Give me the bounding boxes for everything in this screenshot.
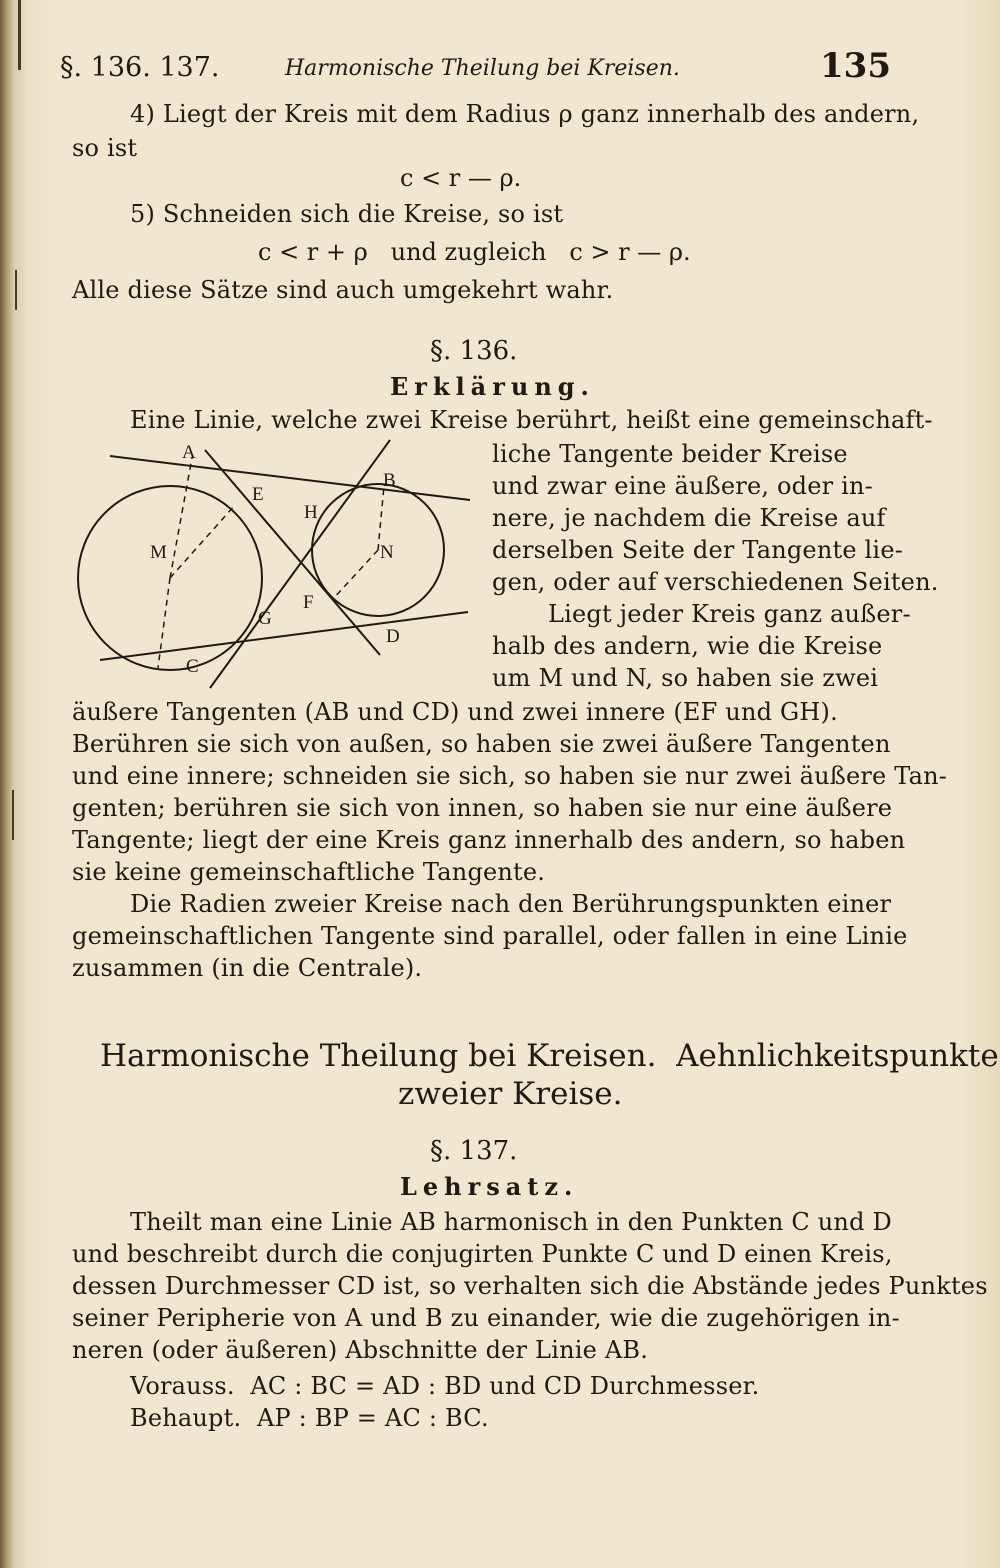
text-line: halb des andern, wie die Kreise [492,632,883,660]
radius-mc [158,578,170,668]
tangent-figure [70,430,480,700]
text-line: derselben Seite der Tangente lie- [492,536,904,564]
text-line: 4) Liegt der Kreis mit dem Radius ρ ganz innerhalb des andern, [130,100,920,128]
text-line: und zwar eine äußere, oder in- [492,472,873,500]
text-line: und eine innere; schneiden sie sich, so haben sie nur zwei äußere Tan- [72,762,948,790]
radius-ma [170,458,192,578]
text-line: um M und N, so haben sie zwei [492,664,879,692]
label-a: A [182,442,196,463]
formula: c < r — ρ. [400,164,522,192]
running-title: Harmonische Theilung bei Kreisen. [285,56,680,81]
label-c: C [186,656,199,677]
binding-mark [12,790,14,840]
text-line: zusammen (in die Centrale). [72,954,423,982]
tangent-ab [110,456,470,500]
formula: c < r + ρ und zugleich c > r — ρ. [258,238,691,266]
label-g: G [258,608,272,629]
text-line: Die Radien zweier Kreise nach den Berührungspunkten einer [130,890,892,918]
label-h: H [304,502,318,523]
label-e: E [252,484,264,505]
text-line: dessen Durchmesser CD ist, so verhalten sich die Abstände jedes Punktes [72,1272,988,1300]
section-number: §. 136. [430,336,518,366]
text-line: Eine Linie, welche zwei Kreise berührt, heißt eine gemeinschaft- [130,406,933,434]
binding-mark [15,270,17,310]
text-line: nere, je nachdem die Kreise auf [492,504,886,532]
text-line: Behaupt. AP : BP = AC : BC. [130,1404,489,1432]
text-line: gen, oder auf verschiedenen Seiten. [492,568,939,596]
text-line: Liegt jeder Kreis ganz außer- [548,600,911,628]
text-line: liche Tangente beider Kreise [492,440,848,468]
tangent-ef [205,450,380,655]
label-b: B [383,470,396,491]
binding-edge [0,0,28,1568]
text-line: Alle diese Sätze sind auch umgekehrt wahr. [72,276,614,304]
text-line: 5) Schneiden sich die Kreise, so ist [130,200,564,228]
section-heading: Lehrsatz. [400,1172,579,1201]
section-heading: Erklärung. [390,372,595,401]
radius-nb [378,486,384,550]
section-number: §. 137. [430,1136,518,1166]
chapter-title-line1: Harmonische Theilung bei Kreisen. Aehnlichkeitspunkte [100,1038,999,1074]
label-d: D [386,626,400,647]
tangent-gh [210,440,390,688]
text-line: neren (oder äußeren) Abschnitte der Linie AB. [72,1336,649,1364]
tangent-cd [100,612,468,660]
label-m: M [150,542,167,563]
header-section-ref: §. 136. 137. [60,52,220,83]
chapter-title-line2: zweier Kreise. [398,1076,623,1112]
text-line: so ist [72,134,138,162]
label-f: F [303,592,314,613]
text-line: gemeinschaftlichen Tangente sind parallel, oder fallen in eine Linie [72,922,908,950]
page-number: 135 [820,46,891,86]
text-line: seiner Peripherie von A und B zu einander, wie die zugehörigen in- [72,1304,900,1332]
radius-me [170,505,235,578]
label-n: N [380,542,394,563]
text-line: Tangente; liegt der eine Kreis ganz innerhalb des andern, so haben [72,826,906,854]
text-line: Vorauss. AC : BC = AD : BD und CD Durchmesser. [130,1372,760,1400]
text-line: Berühren sie sich von außen, so haben sie zwei äußere Tangenten [72,730,891,758]
text-line: sie keine gemeinschaftliche Tangente. [72,858,546,886]
text-line: genten; berühren sie sich von innen, so haben sie nur eine äußere [72,794,893,822]
text-line: Theilt man eine Linie AB harmonisch in den Punkten C und D [130,1208,892,1236]
binding-mark [18,0,21,70]
radius-nf [332,550,378,600]
text-line: äußere Tangenten (AB und CD) und zwei innere (EF und GH). [72,698,838,726]
text-line: und beschreibt durch die conjugirten Punkte C und D einen Kreis, [72,1240,893,1268]
